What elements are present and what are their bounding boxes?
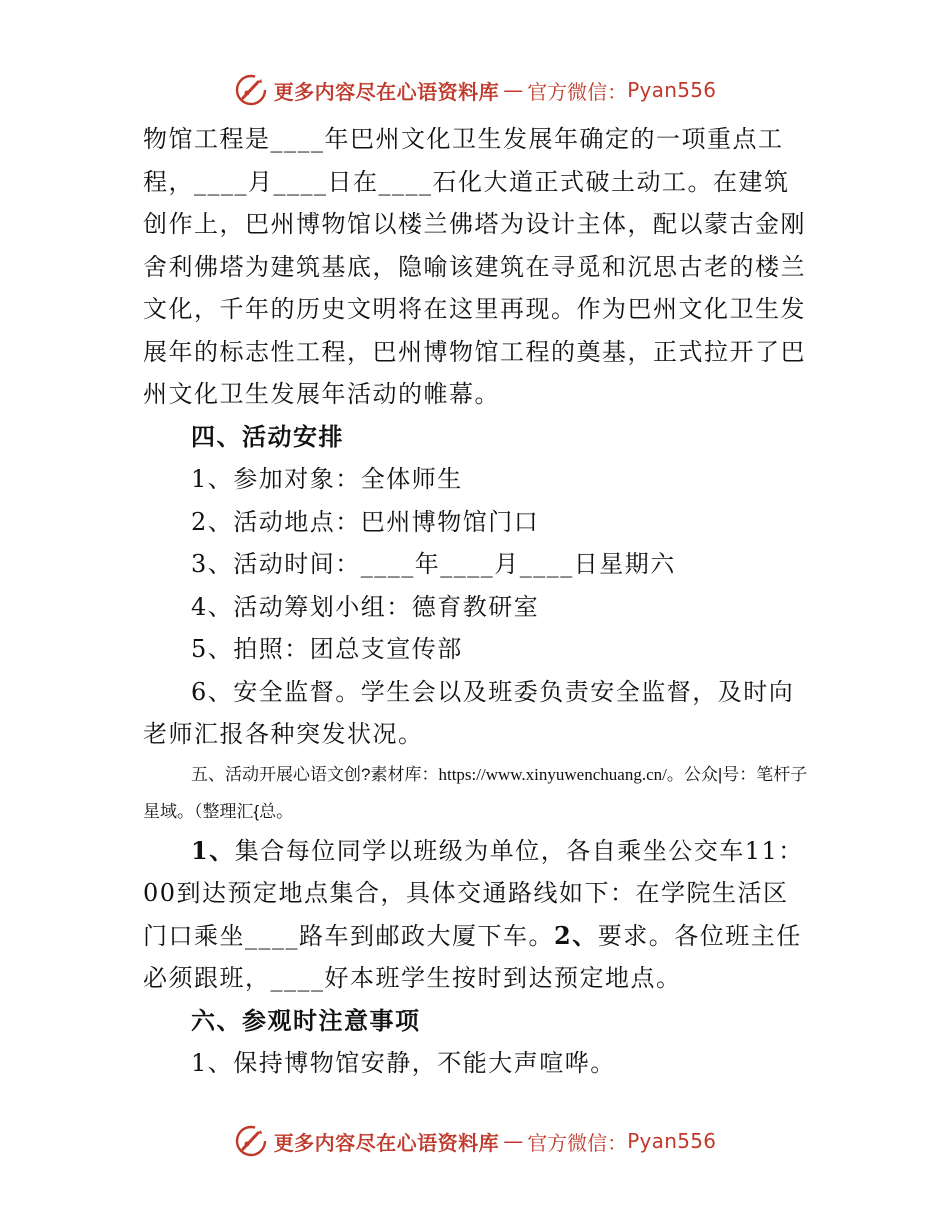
footer-banner-separator: — (503, 1129, 524, 1153)
footer-wechat-id: Pyan556 (627, 1129, 717, 1153)
section5-item-1-text: 集合每位同学以班级为单位，各自乘坐公交车11：00到达预定地点集合，具体交通路线如下：在学院生活区门口乘坐____路车到邮政大厦下车。 (143, 836, 804, 950)
section5-heading-url: https://www.xinyuwenchuang.cn/ (438, 764, 667, 784)
section5-item-1 (143, 830, 813, 1000)
section4-item-4: 4、活动筹划小组：德育教研室 (191, 592, 540, 621)
document-body (143, 118, 813, 1085)
header-banner-text: 更多内容尽在心语资料库 (273, 79, 500, 104)
intro-paragraph: 物馆工程是____年巴州文化卫生发展年确定的一项重点工程，____月____日在____石化大道正式破土动工。在建筑创作上，巴州博物馆以楼兰佛塔为设计主体，配以蒙古金刚舍利佛塔为建筑基底，隐喻该建筑在寻觅和沉思古老的楼兰文化，千年的历史文明将在这里再现。作为巴州文化卫生发展年的标志性工程，巴州博物馆工程的奠基，正式拉开了巴州文化卫生发展年活动的帷幕。 (143, 125, 806, 408)
brand-logo-icon (234, 73, 268, 107)
section4-item-6: 6、安全监督。学生会以及班委负责安全监督，及时向老师汇报各种突发状况。 (143, 677, 795, 748)
section4-item-2: 2、活动地点：巴州博物馆门口 (191, 507, 540, 536)
footer-banner-text: 更多内容尽在心语资料库 (273, 1130, 500, 1155)
header-wechat-label: 官方微信： (527, 79, 628, 104)
section6-item-1: 1、保持博物馆安静，不能大声喧哗。 (191, 1049, 616, 1077)
header-banner-separator: — (503, 78, 524, 102)
brand-logo-icon (234, 1124, 268, 1158)
header-wechat-id: Pyan556 (627, 78, 717, 102)
section5-item-2-text: 要求。各位班主任必须跟班，____好本班学生按时到达预定地点。 (143, 921, 802, 992)
section5-item-1-number: 1、 (191, 835, 235, 865)
section5-heading (143, 756, 813, 830)
footer-banner (0, 1121, 950, 1161)
header-banner (0, 70, 950, 110)
footer-wechat-label: 官方微信： (527, 1130, 628, 1155)
section4-item-1: 1、参加对象：全体师生 (191, 465, 463, 493)
section5-heading-suffix: 。公众|号：笔杆子星域。（整理汇{总。 (143, 764, 808, 821)
section4-item-3: 3、活动时间：____年____月____日星期六 (191, 550, 676, 578)
section5-item-2-number: 2、 (554, 920, 598, 950)
section6-heading: 六、参观时注意事项 (191, 1005, 421, 1035)
section4-heading: 四、活动安排 (191, 421, 344, 451)
section5-heading-prefix: 五、活动开展心语文创?素材库： (191, 764, 439, 784)
section4-item-5: 5、拍照：团总支宣传部 (191, 635, 463, 663)
